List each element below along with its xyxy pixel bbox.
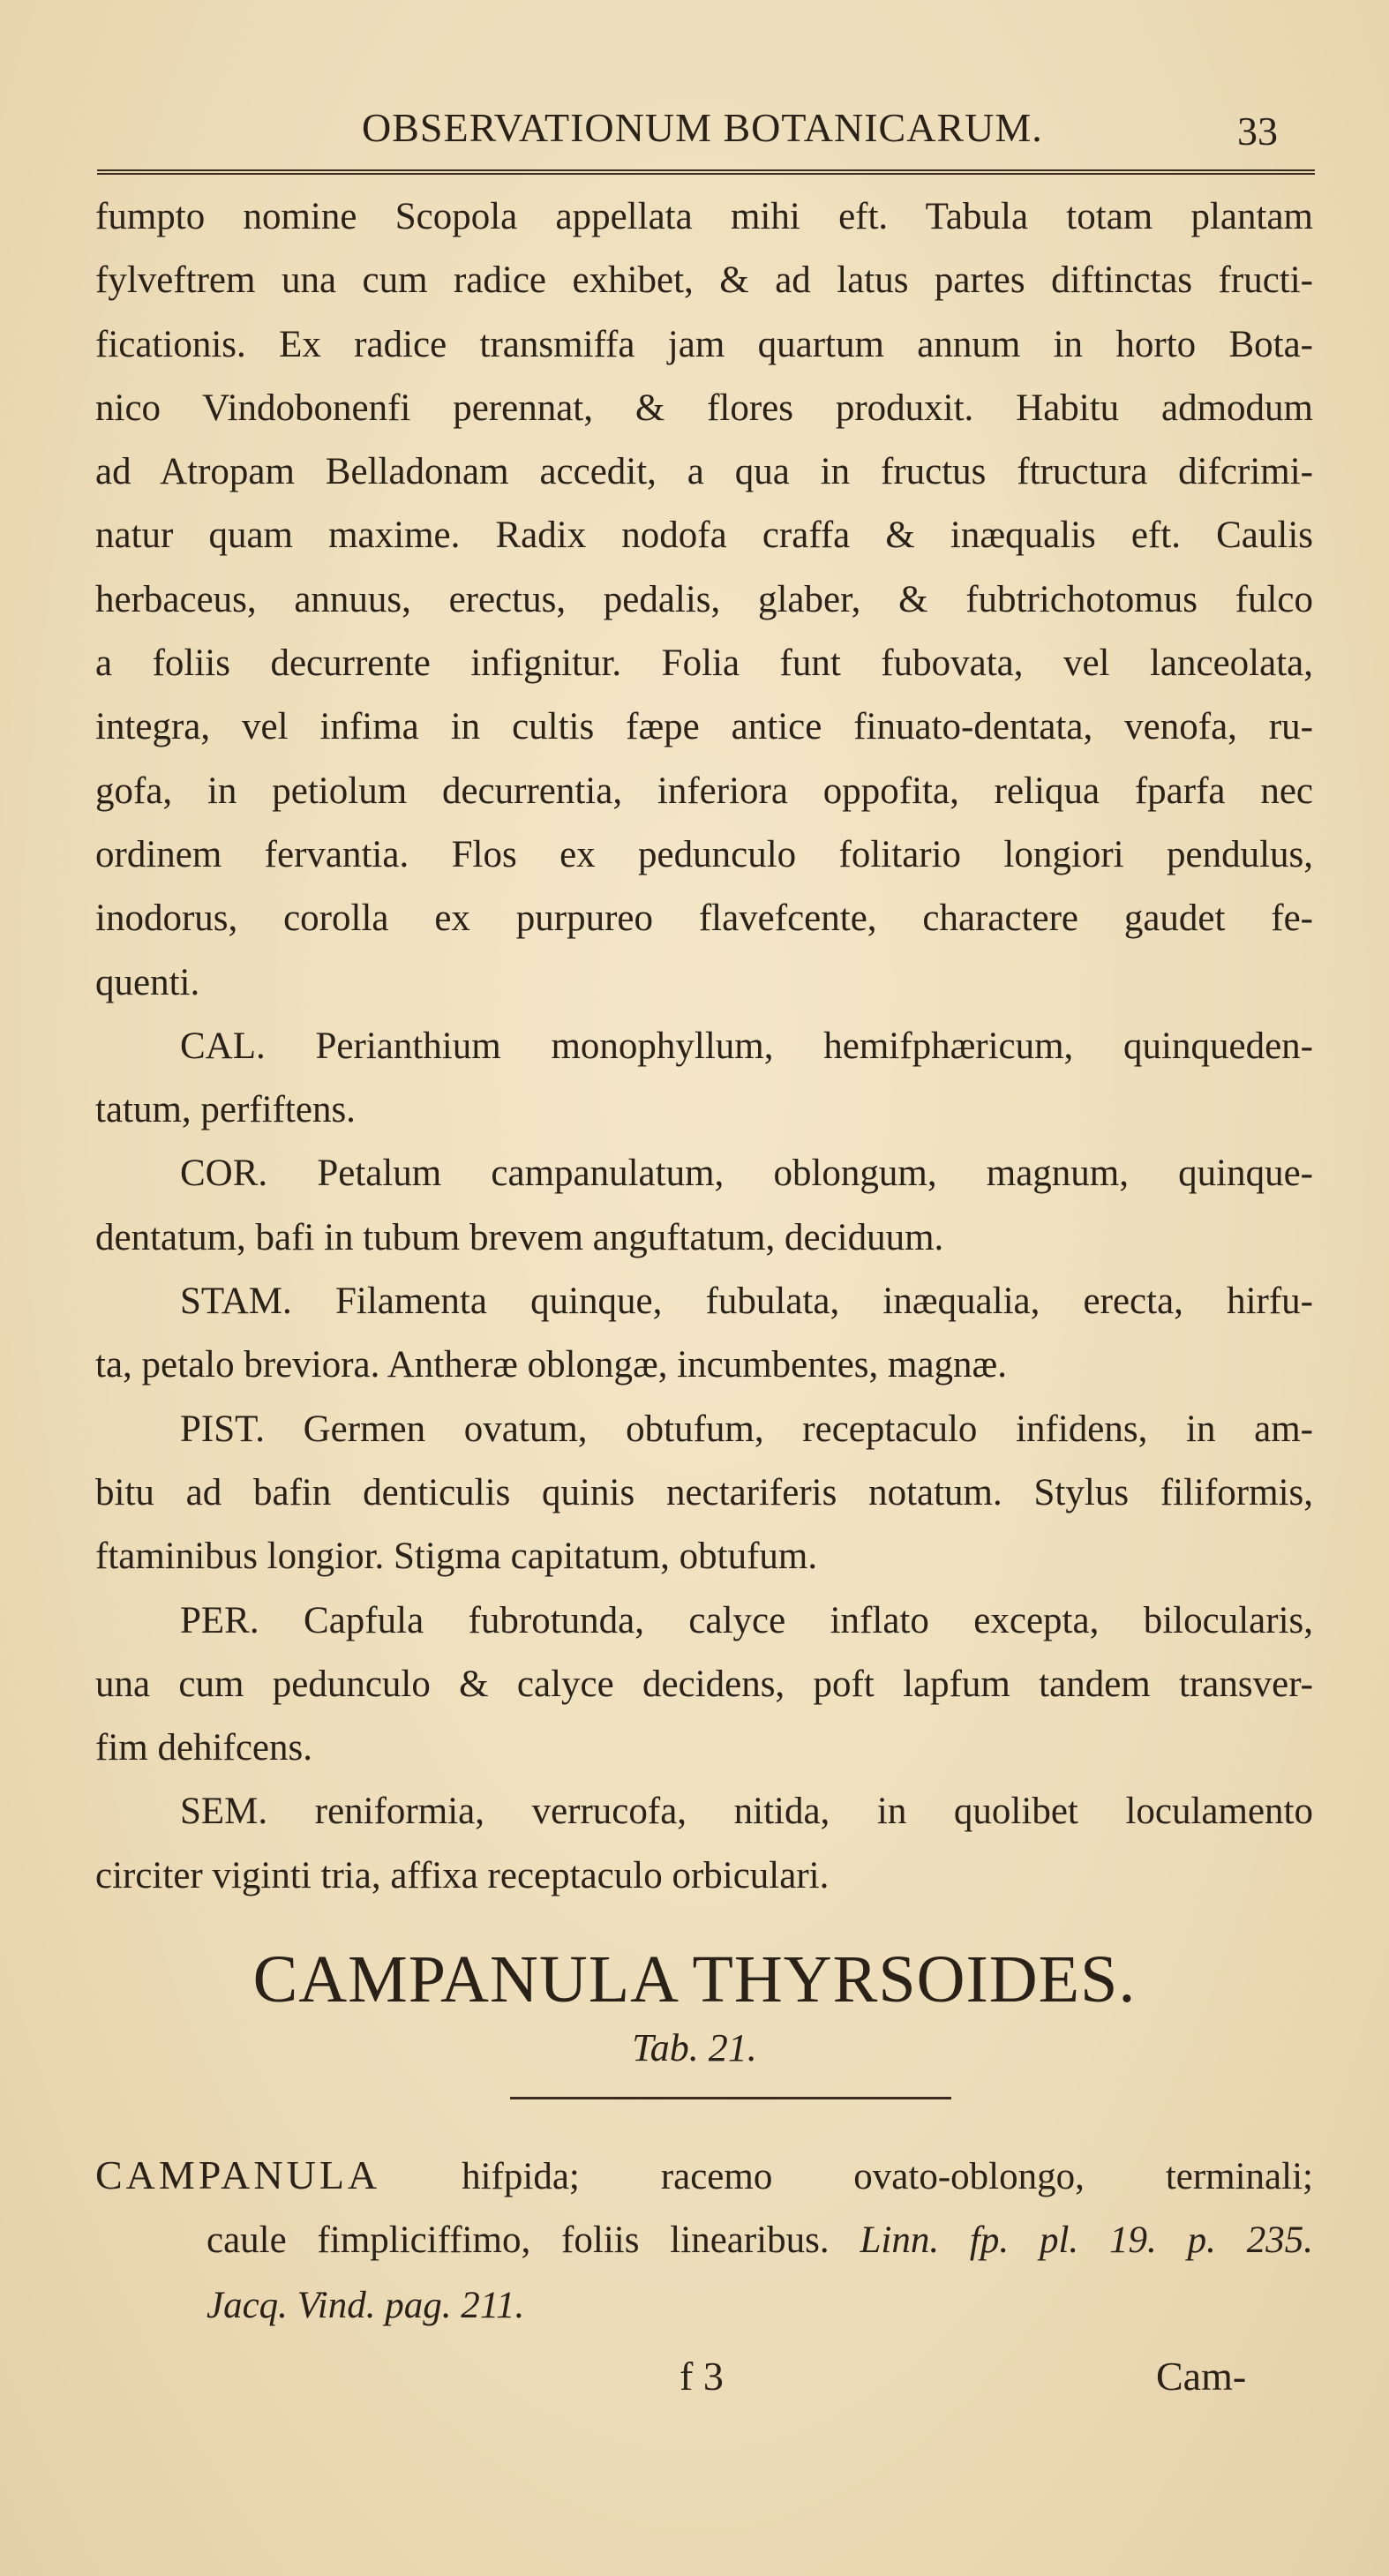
corolla-line: COR. Petalum campanulatum, oblongum, magnum, quinque- xyxy=(180,1153,1313,1195)
species-description xyxy=(95,2143,1313,2339)
linnaeus-reference: Linn. fp. pl. 19. p. 235. xyxy=(860,2219,1313,2261)
jacquin-reference: Jacq. Vind. pag. 211. xyxy=(206,2285,525,2326)
signature-mark: f 3 xyxy=(679,2354,724,2399)
species-diagnosis-cont: caule fimpliciffimo, foliis linearibus. xyxy=(206,2219,860,2261)
page-number: 33 xyxy=(1237,109,1278,154)
section-title: CAMPANULA THYRSOIDES. xyxy=(252,1942,1137,2016)
pericarp-line: una cum pedunculo & calyce decidens, poft lapfum tandem transver- xyxy=(95,1663,1313,1705)
pistil-line: PIST. Germen ovatum, obtufum, receptaculo infidens, in am- xyxy=(180,1408,1313,1450)
header-rule xyxy=(97,169,1315,175)
pistil-line: ftaminibus longior. Stigma capitatum, obtufum. xyxy=(95,1536,818,1578)
text-line: ficationis. Ex radice transmiffa jam quartum annum in horto Bota- xyxy=(95,323,1313,365)
species-line-1 xyxy=(95,2143,1313,2208)
species-line-2 xyxy=(95,2208,1313,2273)
catchword: Cam- xyxy=(1156,2354,1247,2399)
stamen-line: STAM. Filamenta quinque, fubulata, inæqualia, erecta, hirfu- xyxy=(180,1280,1313,1323)
text-line: quenti. xyxy=(95,961,200,1003)
text-line: ordinem fervantia. Flos ex pedunculo folitario longiori pendulus, xyxy=(95,833,1313,875)
running-head: OBSERVATIONUM BOTANICARUM. xyxy=(362,105,1043,150)
pericarp-line: PER. Capfula fubrotunda, calyce inflato excepta, bilocularis, xyxy=(180,1599,1313,1641)
section-rule xyxy=(510,2097,951,2099)
stamen-line: ta, petalo breviora. Antheræ oblongæ, incumbentes, magnæ. xyxy=(95,1344,1007,1386)
pistil-line: bitu ad bafin denticulis quinis nectariferis notatum. Stylus filiformis, xyxy=(95,1471,1313,1513)
seed-line: circiter viginti tria, affixa receptaculo orbiculari. xyxy=(95,1854,830,1896)
text-line: fumpto nomine Scopola appellata mihi eft. Tabula totam plantam xyxy=(95,196,1313,237)
text-line: fylveftrem una cum radice exhibet, & ad latus partes diftinctas fructi- xyxy=(95,259,1313,302)
text-line: ad Atropam Belladonam accedit, a qua in fructus ftructura difcrimi- xyxy=(95,451,1313,493)
text-line: gofa, in petiolum decurrentia, inferiora oppofita, reliqua fparfa nec xyxy=(95,770,1313,812)
calyx-line: CAL. Perianthium monophyllum, hemifphæricum, quinqueden- xyxy=(180,1025,1313,1067)
text-line: natur quam maxime. Radix nodofa craffa & inæqualis eft. Caulis xyxy=(95,514,1313,557)
text-line: nico Vindobonenfi perennat, & flores produxit. Habitu admodum xyxy=(95,387,1313,429)
seed-line: SEM. reniformia, verrucofa, nitida, in quolibet loculamento xyxy=(180,1791,1313,1833)
text-line: integra, vel infima in cultis fæpe antice finuato-dentata, venofa, ru- xyxy=(95,706,1313,748)
text-line: herbaceus, annuus, erectus, pedalis, glaber, & fubtrichotomus fulco xyxy=(95,578,1313,620)
corolla-line: dentatum, bafi in tubum brevem anguftatum, deciduum. xyxy=(95,1216,944,1258)
species-line-3 xyxy=(95,2273,1313,2339)
main-text xyxy=(95,185,1313,1908)
calyx-line: tatum, perfiftens. xyxy=(95,1089,356,1131)
species-name: CAMPANULA xyxy=(95,2152,381,2197)
text-line: a foliis decurrente infignitur. Folia funt fubovata, vel lanceolata, xyxy=(95,642,1313,685)
plate-reference: Tab. 21. xyxy=(632,2026,757,2069)
pericarp-line: fim dehifcens. xyxy=(95,1727,312,1769)
species-diagnosis: hifpida; racemo ovato-oblongo, terminali; xyxy=(380,2156,1313,2197)
text-line: inodorus, corolla ex purpureo flavefcente, charactere gaudet fe- xyxy=(95,897,1313,940)
